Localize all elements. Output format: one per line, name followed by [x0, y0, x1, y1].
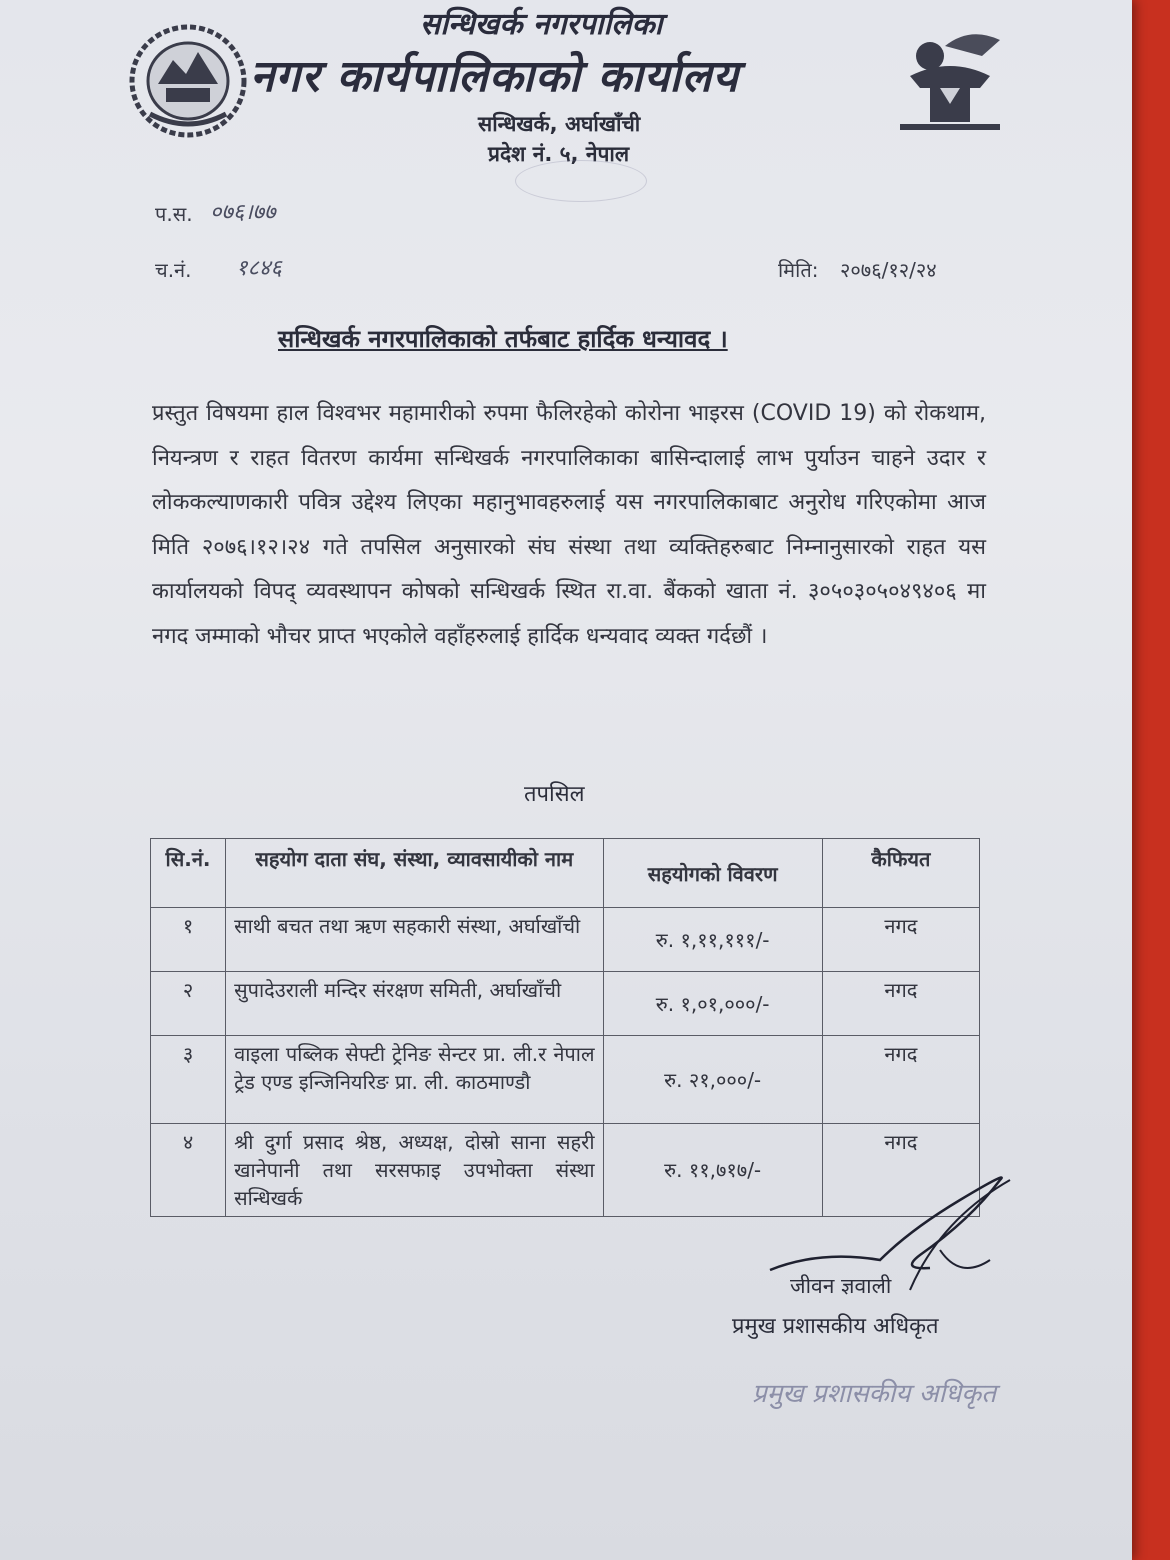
table-row: [151, 972, 980, 1036]
office-address: सन्धिखर्क, अर्घाखाँची: [478, 112, 641, 136]
office-province: प्रदेश नं. ५, नेपाल: [488, 142, 630, 166]
row-sn: ३: [151, 1036, 226, 1124]
row-remarks: नगद: [822, 908, 979, 972]
ps-label: प.स.: [155, 202, 193, 226]
signatory-name: जीवन ज्ञवाली: [790, 1274, 892, 1298]
row-sn: ४: [151, 1124, 226, 1217]
letter-subject: सन्धिखर्क नगरपालिकाको तर्फबाट हार्दिक धन्यावद ।: [278, 325, 728, 353]
municipality-logo-icon: [890, 26, 1010, 142]
col-header-name: सहयोग दाता संघ, संस्था, व्यावसायीको नाम: [226, 839, 603, 908]
table-row: [151, 1036, 980, 1124]
row-donor: वाइला पब्लिक सेफ्टी ट्रेनिङ सेन्टर प्रा. ली.र नेपाल ट्रेड एण्ड इन्जिनियरिङ प्रा. ली. काठमाण्डौ: [226, 1036, 603, 1124]
row-donor: सुपादेउराली मन्दिर संरक्षण समिती, अर्घाखाँची: [226, 972, 603, 1036]
cn-value: १८४६: [236, 256, 282, 281]
col-header-sn: सि.नं.: [151, 839, 226, 908]
annex-heading: तपसिल: [524, 782, 585, 807]
row-sn: २: [151, 972, 226, 1036]
row-amount: रु. ११,७१७/-: [603, 1124, 822, 1217]
row-amount: रु. १,११,१११/-: [603, 908, 822, 972]
date-label: मिति:: [778, 258, 819, 282]
col-header-remarks: कैफियत: [822, 839, 979, 908]
table-row: [151, 908, 980, 972]
row-donor: साथी बचत तथा ऋण सहकारी संस्था, अर्घाखाँची: [226, 908, 603, 972]
row-remarks: नगद: [822, 972, 979, 1036]
nepal-emblem-icon: [128, 22, 248, 140]
faint-stamp: [515, 160, 647, 202]
row-amount: रु. १,०१,०००/-: [603, 972, 822, 1036]
office-title: नगर कार्यपालिकाको कार्यालय: [250, 51, 739, 102]
row-remarks: नगद: [822, 1124, 979, 1217]
row-sn: १: [151, 908, 226, 972]
table-header-row: [151, 839, 980, 908]
date-value: २०७६/१२/२४: [840, 258, 937, 282]
letter-body: प्रस्तुत विषयमा हाल विश्वभर महामारीको रुपमा फैलिरहेको कोरोना भाइरस (COVID 19) को रोकथाम, नियन्त्रण र राहत वितरण कार्यमा सन्धिखर्क नगरपालिकाका बासिन्दालाई लाभ पुर्याउन चाहने उदार र लोककल्याणकारी पवित्र उद्देश्य लिएका महानुभावहरुलाई यस नगरपालिकाबाट अनुरोध गरिएकोमा आज मिति २०७६।१२।२४ गते तपसिल अनुसारको संघ संस्था तथा व्यक्तिहरुबाट निम्नानुसारको राहत यस कार्यालयको विपद् व्यवस्थापन कोषको सन्धिखर्क स्थित रा.वा. बैंकको खाता नं. ३०५०३०५०४९४०६ मा नगद जम्माको भौचर प्राप्त भएकोले वहाँहरुलाई हार्दिक धन्यवाद व्यक्त गर्दछौं ।: [152, 401, 986, 649]
ps-value: ०७६।७७: [210, 200, 276, 225]
row-remarks: नगद: [822, 1036, 979, 1124]
title-stamp: प्रमुख प्रशासकीय अधिकृत: [752, 1379, 997, 1409]
signatory-title: प्रमुख प्रशासकीय अधिकृत: [732, 1314, 939, 1339]
row-donor: श्री दुर्गा प्रसाद श्रेष्ठ, अध्यक्ष, दोस्रो साना सहरी खानेपानी तथा सरसफाइ उपभोक्ता संस्था सन्धिखर्क: [226, 1124, 603, 1217]
row-amount: रु. २१,०००/-: [603, 1036, 822, 1124]
cn-label: च.नं.: [155, 258, 192, 282]
col-header-amount: सहयोगको विवरण: [603, 839, 822, 908]
municipality-name: सन्धिखर्क नगरपालिका: [420, 7, 663, 42]
